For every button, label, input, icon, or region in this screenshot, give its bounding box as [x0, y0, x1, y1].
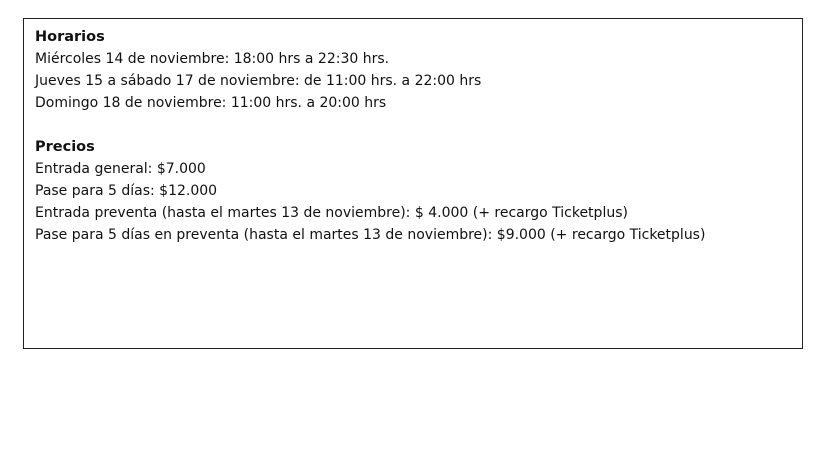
precio-pase-5-dias: Pase para 5 días: $12.000 — [35, 183, 218, 199]
horario-jueves-sabado: Jueves 15 a sábado 17 de noviembre: de 11:00 hrs. a 22:00 hrs — [35, 73, 482, 89]
precio-pase-preventa: Pase para 5 días en preventa (hasta el martes 13 de noviembre): $9.000 (+ recargo Ticketplus) — [35, 227, 706, 243]
horarios-section — [35, 26, 802, 114]
precios-section — [35, 136, 802, 246]
horario-domingo: Domingo 18 de noviembre: 11:00 hrs. a 20:00 hrs — [35, 95, 387, 111]
info-box — [23, 18, 803, 349]
precio-entrada-general: Entrada general: $7.000 — [35, 161, 206, 177]
horarios-title: Horarios — [35, 29, 105, 45]
precios-title: Precios — [35, 139, 95, 155]
precio-entrada-preventa: Entrada preventa (hasta el martes 13 de noviembre): $ 4.000 (+ recargo Ticketplus) — [35, 205, 628, 221]
horario-miercoles: Miércoles 14 de noviembre: 18:00 hrs a 22:30 hrs. — [35, 51, 390, 67]
